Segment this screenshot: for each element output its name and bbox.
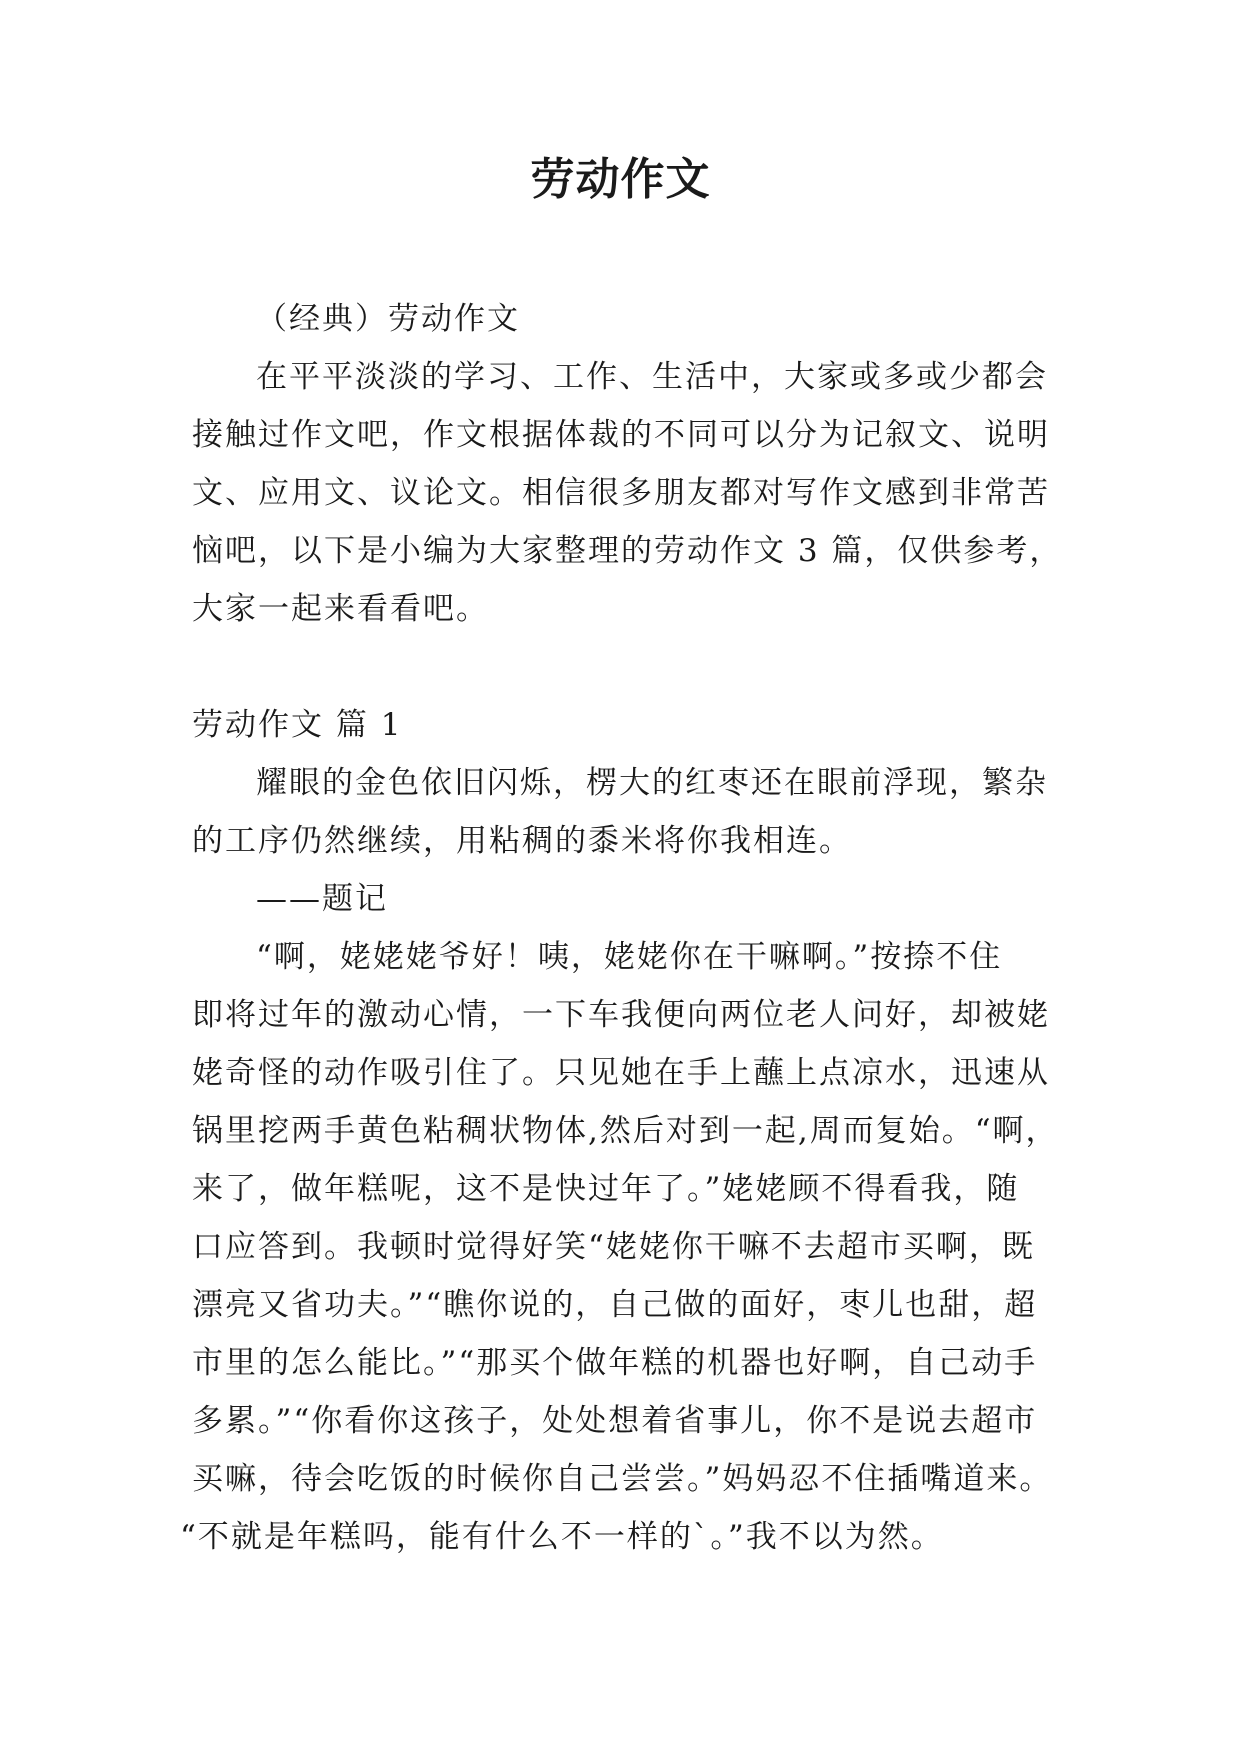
intro-line: 大家一起来看看吧。 xyxy=(192,591,489,627)
story-line: 市里的怎么能比。”“那买个做年糕的机器也好啊，自己动手 xyxy=(192,1345,1038,1381)
intro-line: 恼吧，以下是小编为大家整理的劳动作文 3 篇，仅供参考， xyxy=(192,533,1063,569)
story-line: “不就是年糕吗，能有什么不一样的`。”我不以为然。 xyxy=(180,1519,944,1555)
epigraph-attribution: ——题记 xyxy=(256,881,388,917)
document-subtitle: （经典）劳动作文 xyxy=(256,301,520,337)
story-line: “啊，姥姥姥爷好！咦，姥姥你在干嘛啊。”按捺不住 xyxy=(256,939,1003,975)
story-line: 锅里挖两手黄色粘稠状物体,然后对到一起,周而复始。“啊， xyxy=(192,1113,1059,1149)
story-line: 多累。”“你看你这孩子，处处想着省事儿，你不是说去超市 xyxy=(192,1403,1038,1439)
story-line: 即将过年的激动心情，一下车我便向两位老人问好，却被姥 xyxy=(192,997,1050,1033)
story-line: 姥奇怪的动作吸引住了。只见她在手上蘸上点凉水，迅速从 xyxy=(192,1055,1050,1091)
intro-line: 文、应用文、议论文。相信很多朋友都对写作文感到非常苦 xyxy=(192,475,1050,511)
intro-line: 在平平淡淡的学习、工作、生活中，大家或多或少都会 xyxy=(256,359,1048,395)
story-line: 口应答到。我顿时觉得好笑“姥姥你干嘛不去超市买啊，既 xyxy=(192,1229,1035,1265)
story-line: 买嘛，待会吃饭的时候你自己尝尝。”妈妈忍不住插嘴道来。 xyxy=(192,1461,1053,1497)
epigraph-line: 的工序仍然继续，用粘稠的黍米将你我相连。 xyxy=(192,823,852,859)
story-line: 漂亮又省功夫。”“瞧你说的，自己做的面好，枣儿也甜，超 xyxy=(192,1287,1038,1323)
section-heading: 劳动作文 篇 1 xyxy=(192,707,403,743)
story-line: 来了，做年糕呢，这不是快过年了。”姥姥顾不得看我，随 xyxy=(192,1171,1020,1207)
intro-line: 接触过作文吧，作文根据体裁的不同可以分为记叙文、说明 xyxy=(192,417,1050,453)
epigraph-line: 耀眼的金色依旧闪烁，楞大的红枣还在眼前浮现，繁杂 xyxy=(256,765,1048,801)
document-title: 劳动作文 xyxy=(530,154,711,205)
